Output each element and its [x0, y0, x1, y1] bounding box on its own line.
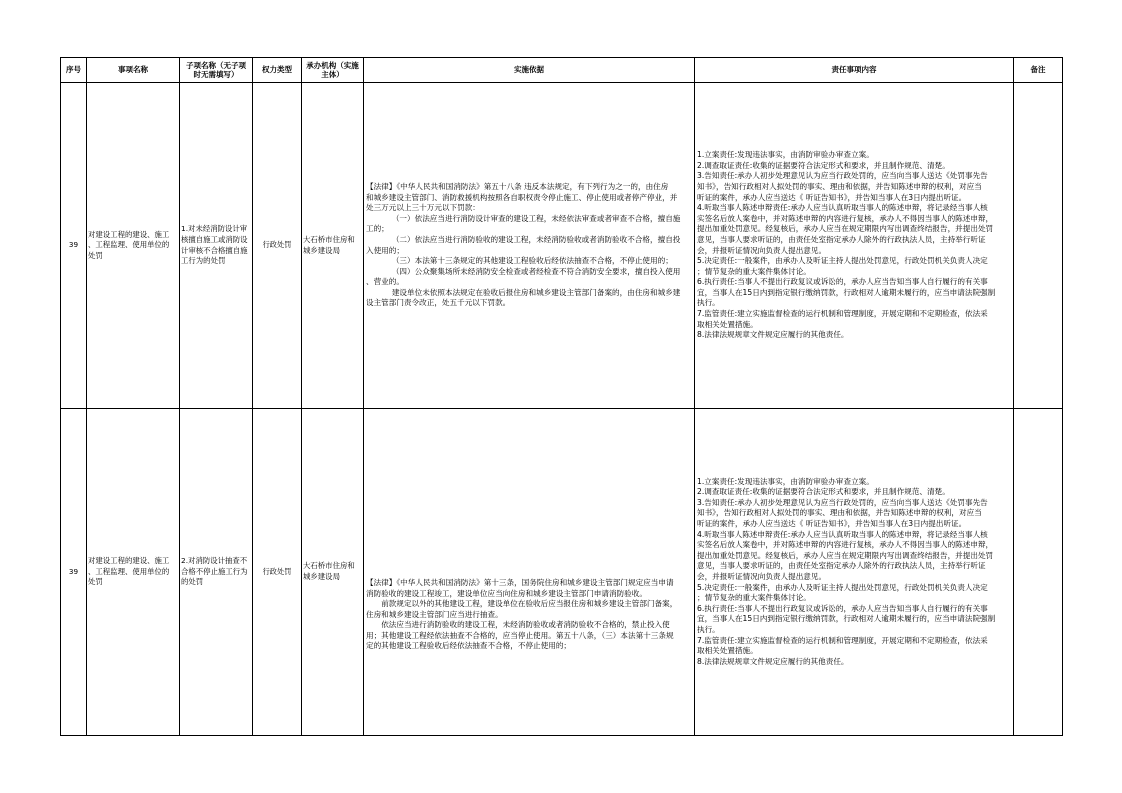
item-name-cell — [87, 83, 180, 409]
duty-line: 7.监管责任:建立实施监督检查的运行机制和管理制度，开展定期和不定期检查，依法采 — [697, 309, 988, 319]
duty-paragraph — [697, 309, 1011, 330]
basis-cell — [364, 409, 695, 736]
item-name-line: 处罚 — [88, 577, 103, 587]
basis-paragraph — [366, 267, 692, 288]
basis-paragraph — [366, 578, 692, 599]
duty-line: 宜，当事人在15日内到指定银行缴纳罚款，行政相对人逾期未履行的，应当申请法院强制 — [697, 287, 996, 297]
basis-line: （二）依法应当进行消防验收的建设工程，未经消防验收或者消防验收不合格，擅自投 — [391, 234, 681, 244]
basis-line: 、营业的。 — [366, 277, 404, 287]
header-agency-label-line: 主体） — [321, 70, 344, 79]
sub-item-line: 1.对未经消防设计审 — [181, 224, 248, 234]
sub-item-line: 工行为的处罚 — [181, 256, 226, 266]
item-name-line: 、工程监理、使用单位的 — [88, 240, 170, 250]
item-name-line: 处罚 — [88, 250, 103, 260]
duty-paragraph — [697, 171, 1011, 203]
duty-line: 3.告知责任:承办人初步处理意见认为应当行政处罚的，应当向当事人送达《处罚事先告 — [697, 171, 988, 181]
basis-line: （一）依法应当进行消防设计审查的建设工程，未经依法审查或者审查不合格，擅自施 — [391, 213, 681, 223]
duty-line: 知书》，告知行政相对人拟处罚的事实、理由和依据，并告知陈述申辩的权利，对应当 — [697, 508, 982, 518]
sub-item-cell — [180, 83, 253, 409]
duty-paragraph — [697, 256, 1011, 277]
duty-line: 8.法律法规规章文件规定应履行的其他责任。 — [697, 656, 849, 666]
header-power-type — [253, 58, 302, 83]
duty-paragraph — [697, 203, 1011, 256]
duty-line: 知书》，告知行政相对人拟处罚的事实、理由和依据，并告知陈述申辩的权利，对应当 — [697, 181, 982, 191]
duty-line: 4.听取当事人陈述申辩责任:承办人应当认真听取当事人的陈述申辩，将记录经当事人核 — [697, 529, 988, 539]
header-agency — [302, 58, 364, 83]
table-row — [61, 409, 1063, 736]
duty-line: 提出加重处罚意见。经复核后，承办人应当在规定期限内写出调查终结报告，并提出处罚 — [697, 224, 994, 234]
duty-paragraph — [697, 487, 1011, 498]
basis-paragraph — [366, 256, 692, 267]
header-seq-label: 序号 — [66, 65, 81, 75]
duty-paragraph — [697, 161, 1011, 172]
duty-line: 执行。 — [697, 624, 720, 634]
duty-line: 7.监管责任:建立实施监督检查的运行机制和管理制度，开展定期和不定期检查，依法采 — [697, 635, 988, 645]
header-item-name — [87, 58, 180, 83]
duty-paragraph — [697, 636, 1011, 657]
seq-cell: 39 — [61, 409, 87, 736]
basis-line: （四）公众聚集场所未经消防安全检查或者经检查不符合消防安全要求，擅自投入使用 — [391, 266, 681, 276]
duty-line: 会，并报听证情况向负责人提出意见。 — [697, 245, 827, 255]
duty-line: 5.决定责任:一般案件，由承办人及听证主持人提出处罚意见，行政处罚机关负责人决定 — [697, 256, 988, 266]
header-basis — [364, 58, 695, 83]
duty-line: ；情节复杂的重大案件集体讨论。 — [697, 266, 811, 276]
header-power-type-label: 权力类型 — [262, 65, 292, 75]
duty-line: 5.决定责任:一般案件，由承办人及听证主持人提出处罚意见，行政处罚机关负责人决定 — [697, 582, 988, 592]
duty-line: 取相关处置措施。 — [697, 319, 758, 329]
duty-line: 2.调查取证责任:收集的证据要符合法定形式和要求，并且制作规范、清楚。 — [697, 160, 950, 170]
basis-line: 【法律】《中华人民共和国消防法》第十三条，国务院住房和城乡建设主管部门规定应当申请 — [366, 577, 674, 587]
seq-cell: 39 — [61, 83, 87, 409]
table-body — [61, 83, 1063, 736]
header-agency-label-line: 承办机构（实施 — [306, 60, 359, 70]
header-duties — [695, 58, 1014, 83]
duty-line: 执行。 — [697, 298, 720, 308]
basis-line: 设主管部门责令改正，处五千元以下罚款。 — [366, 298, 511, 308]
duty-line: 提出加重处罚意见。经复核后，承办人应当在规定期限内写出调查终结报告，并提出处罚 — [697, 550, 994, 560]
duty-paragraph — [697, 150, 1011, 161]
power-type-cell: 行政处罚 — [253, 409, 302, 736]
basis-line: 消防验收的建设工程竣工，建设单位应当向住房和城乡建设主管部门申请消防验收。 — [366, 588, 647, 598]
duty-line: 1.立案责任:发现违法事实，由消防审验办审查立案。 — [697, 476, 874, 486]
basis-line: 处三万元以上三十万元以下罚款： — [366, 203, 480, 213]
duty-line: 实签名后放人案卷中，并对陈述申辩的内容进行复核，承办人不得因当事人的陈述申辩， — [697, 540, 994, 550]
remarks-cell — [1014, 83, 1063, 409]
basis-line: 定的其他建设工程验收后经依法抽查不合格，不停止使用的； — [366, 641, 572, 651]
basis-line: 工的； — [366, 224, 389, 234]
sub-item-line: 核擅自施工或消防设 — [181, 234, 248, 244]
agency-line: 大石桥市住房和 — [303, 561, 355, 571]
sub-item-line: 计审核不合格擅自施 — [181, 245, 248, 255]
power-type-cell: 行政处罚 — [253, 83, 302, 409]
duty-paragraph — [697, 657, 1011, 668]
basis-line: 前款规定以外的其他建设工程，建设单位在验收后应当报住房和城乡建设主管部门备案， — [381, 599, 678, 609]
basis-line: 和城乡建设主管部门、消防救援机构按照各自职权责令停止施工、停止使用或者停产停业，并 — [366, 192, 678, 202]
sub-item-line: 的处罚 — [181, 577, 204, 587]
header-seq — [61, 58, 87, 83]
basis-line: 【法律】《中华人民共和国消防法》第五十八条 违反本法规定，有下列行为之一的，由住房 — [366, 181, 669, 191]
duty-line: 宜，当事人在15日内到指定银行缴纳罚款，行政相对人逾期未履行的，应当申请法院强制 — [697, 614, 996, 624]
basis-cell — [364, 83, 695, 409]
header-sub-item — [180, 58, 253, 83]
remarks-cell — [1014, 409, 1063, 736]
basis-line: 住房和城乡建设主管部门应当进行抽查。 — [366, 609, 503, 619]
duty-line: 实签名后放人案卷中，并对陈述申辩的内容进行复核，承办人不得因当事人的陈述申辩， — [697, 213, 994, 223]
header-sub-item-label-line: 时无需填写） — [193, 70, 239, 79]
header-duties-label: 责任事项内容 — [831, 65, 877, 75]
duty-line: 取相关处置措施。 — [697, 646, 758, 656]
duty-line: 6.执行责任:当事人不提出行政复议或诉讼的，承办人应当告知当事人自行履行的有关事 — [697, 603, 988, 613]
agency-cell — [302, 409, 364, 736]
basis-paragraph — [366, 235, 692, 256]
agency-line: 大石桥市住房和 — [303, 234, 355, 244]
duty-line: 意见，当事人要求听证的，由责任处室指定承办人除外的行政执法人员，主持举行听证 — [697, 234, 986, 244]
sub-item-cell — [180, 409, 253, 736]
basis-paragraph — [366, 182, 692, 214]
duty-line: 会，并报听证情况向负责人提出意见。 — [697, 572, 827, 581]
table-row — [61, 83, 1063, 409]
item-name-line: 、工程监理、使用单位的 — [88, 566, 170, 576]
duty-line: 1.立案责任:发现违法事实，由消防审验办审查立案。 — [697, 150, 874, 160]
duties-cell — [695, 409, 1014, 736]
basis-line: 用；其他建设工程经依法抽查不合格的，应当停止使用。第五十八条，（三）本法第十三条规 — [366, 630, 674, 640]
duty-line: 6.执行责任:当事人不提出行政复议或诉讼的，承办人应当告知当事人自行履行的有关事 — [697, 277, 988, 287]
duty-line: 3.告知责任:承办人初步处理意见认为应当行政处罚的，应当向当事人送达《处罚事先告 — [697, 497, 988, 507]
header-row — [61, 58, 1063, 83]
agency-cell — [302, 83, 364, 409]
header-item-name-label: 事项名称 — [118, 65, 148, 75]
duty-paragraph — [697, 583, 1011, 604]
duty-line: 2.调查取证责任:收集的证据要符合法定形式和要求，并且制作规范、清楚。 — [697, 487, 950, 497]
duty-paragraph — [697, 604, 1011, 636]
duty-paragraph — [697, 498, 1011, 530]
header-remarks-label: 备注 — [1030, 65, 1046, 75]
basis-line: （三）本法第十三条规定的其他建设工程验收后经依法抽查不合格，不停止使用的； — [391, 256, 673, 266]
duty-line: ；情节复杂的重大案件集体讨论。 — [697, 593, 811, 603]
duty-line: 听证的案件，承办人应当送达《 听证告知书》，并告知当事人在3日内提出听证。 — [697, 519, 967, 529]
sub-item-line: 2.对消防设计抽查不 — [181, 556, 248, 566]
duty-paragraph — [697, 277, 1011, 309]
item-name-line: 对建设工程的建设、施工 — [88, 556, 170, 566]
basis-line: 建设单位未依照本法规定在验收后报住房和城乡建设主管部门备案的，由住房和城乡建 — [391, 287, 681, 297]
duty-line: 听证的案件，承办人应当送达《 听证告知书》，并告知当事人在3日内提出听证。 — [697, 192, 967, 202]
item-name-cell — [87, 409, 180, 736]
header-sub-item-label-line: 子项名称（无子项 — [186, 60, 246, 70]
responsibility-table — [60, 57, 1063, 736]
item-name-line: 对建设工程的建设、施工 — [88, 229, 170, 239]
duty-line: 4.听取当事人陈述申辩责任:承办人应当认真听取当事人的陈述申辩，将记录经当事人核 — [697, 203, 988, 213]
duties-cell — [695, 83, 1014, 409]
basis-paragraph — [366, 620, 692, 652]
basis-paragraph — [366, 599, 692, 620]
duty-paragraph — [697, 477, 1011, 488]
duty-paragraph — [697, 530, 1011, 583]
basis-line: 依法应当进行消防验收的建设工程，未经消防验收或者消防验收不合格的，禁止投入使 — [381, 620, 670, 630]
sub-item-line: 合格不停止施工行为 — [181, 566, 248, 576]
agency-line: 城乡建设局 — [303, 572, 340, 581]
document-table — [60, 57, 1062, 736]
basis-line: 入使用的； — [366, 245, 404, 255]
duty-line: 意见，当事人要求听证的，由责任处室指定承办人除外的行政执法人员，主持举行听证 — [697, 561, 986, 571]
header-remarks — [1014, 58, 1063, 83]
basis-paragraph — [366, 288, 692, 309]
basis-paragraph — [366, 214, 692, 235]
header-basis-label: 实施依据 — [514, 65, 544, 75]
duty-line: 8.法律法规规章文件规定应履行的其他责任。 — [697, 330, 849, 340]
duty-paragraph — [697, 330, 1011, 341]
agency-line: 城乡建设局 — [303, 245, 340, 255]
